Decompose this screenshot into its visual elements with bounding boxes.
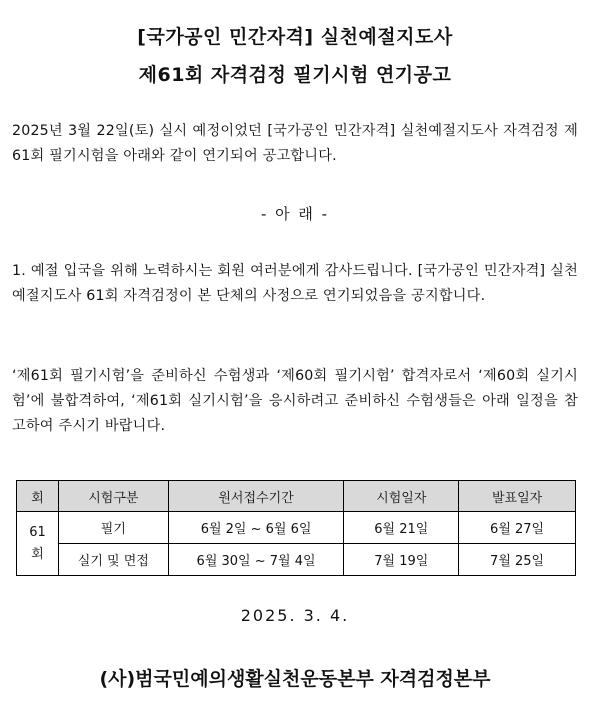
- exam-date-cell: 7월 19일: [344, 544, 459, 576]
- intro-paragraph: 2025년 3월 22일(토) 실시 예정이었던 [국가공인 민간자격] 실천예절지도사 자격검정 제61회 필기시험을 아래와 같이 연기되어 공고합니다.: [12, 123, 578, 164]
- item-1-paragraph: 1. 예절 입국을 위해 노력하시는 회원 여러분에게 감사드립니다. [국가공인 민간자격] 실천예절지도사 61회 자격검정이 본 단체의 사정으로 연기되었음을 공지합니다.: [12, 263, 578, 304]
- item-2-paragraph: ‘제61회 필기시험’을 준비하신 수험생과 ‘제60회 필기시험’ 합격자로서 ‘제60회 실기시험’에 불합격하여, ‘제61회 실기시험’을 응시하려고 준비하신 수험생들은 아래 일정을 참고하여 주시기 바랍니다.: [12, 368, 578, 434]
- exam-type-cell: 실기 및 면접: [58, 544, 168, 576]
- section-heading: - 아 래 -: [260, 205, 330, 223]
- application-period-cell: 6월 2일 ~ 6월 6일: [168, 512, 344, 544]
- header-round: 회: [17, 481, 59, 512]
- notice-title-line2: 제61회 자격검정 필기시험 연기공고: [138, 64, 452, 86]
- notice-title-line1: [국가공인 민간자격] 실천예절지도사: [137, 26, 453, 48]
- exam-date-cell: 6월 21일: [344, 512, 459, 544]
- notice-date: 2025. 3. 4.: [240, 606, 350, 625]
- application-period-cell: 6월 30일 ~ 7월 4일: [168, 544, 344, 576]
- header-exam-type: 시험구분: [58, 481, 168, 512]
- header-application-period: 원서접수기간: [168, 481, 344, 512]
- announce-date-cell: 7월 25일: [459, 544, 576, 576]
- announce-date-cell: 6월 27일: [459, 512, 576, 544]
- table-row: [17, 512, 576, 544]
- round-cell: [17, 512, 59, 576]
- header-exam-date: 시험일자: [344, 481, 459, 512]
- organization-name: (사)범국민예의생활실천운동본부 자격검정본부: [99, 668, 491, 690]
- table-header-row: [17, 481, 576, 512]
- header-announce-date: 발표일자: [459, 481, 576, 512]
- schedule-table: [16, 480, 576, 576]
- round-value: 61 회: [29, 524, 46, 562]
- exam-type-cell: 필기: [58, 512, 168, 544]
- table-row: [17, 544, 576, 576]
